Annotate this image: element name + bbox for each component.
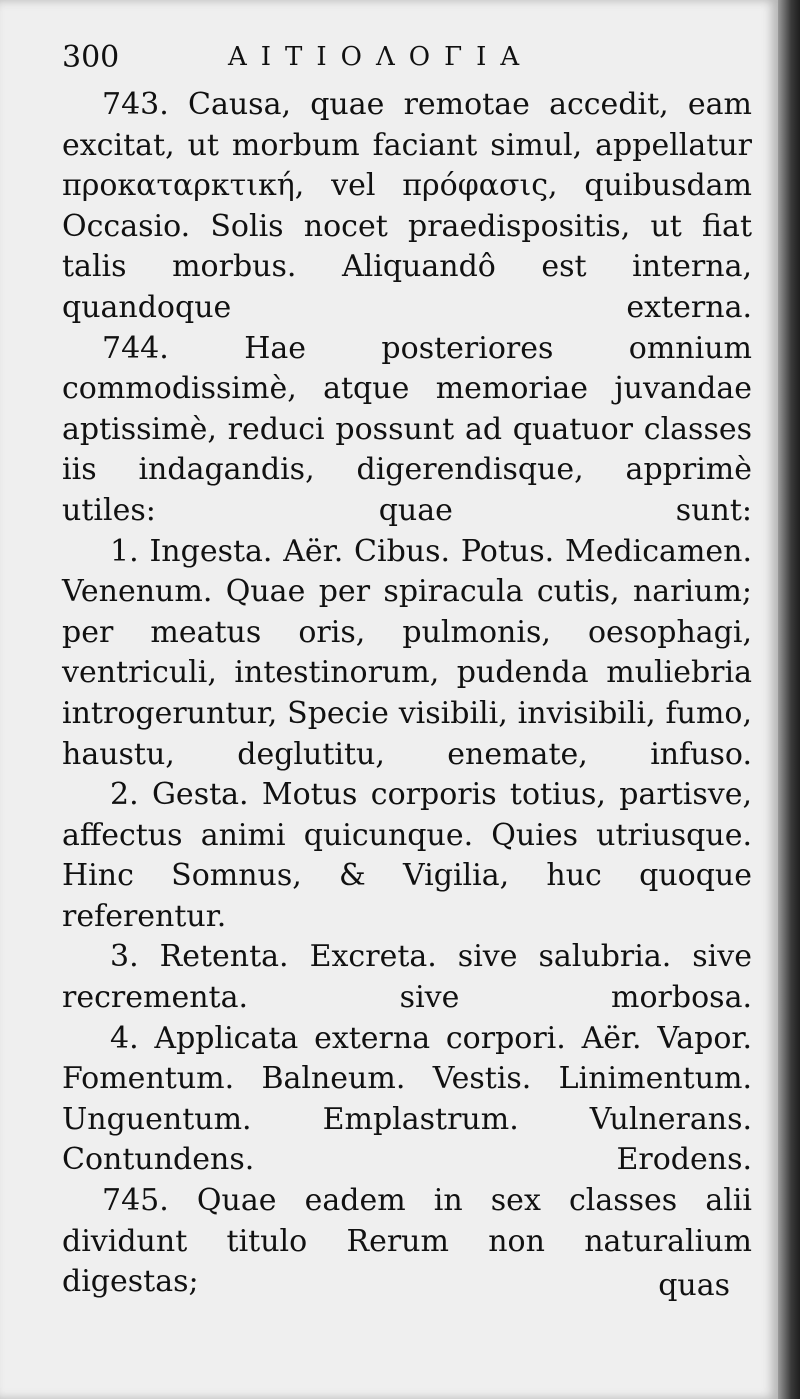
item-number: 2.	[110, 777, 139, 813]
body-text	[62, 85, 752, 1303]
paragraph-text: Hae posteriores omnium commodissimè, atque memoriae juvandae aptissimè, reduci possunt ad quatuor classes iis indagandis, digerendisque, apprimè utiles: quae sunt:	[62, 330, 752, 528]
class-item-2	[62, 775, 752, 937]
item-text: Retenta. Excreta. sive salubria. sive recrementa. sive morbosa.	[62, 939, 752, 1016]
paragraph-745	[62, 1181, 752, 1303]
paragraph-744	[62, 329, 752, 532]
page-edge-shadow	[778, 0, 800, 1399]
section-number: 743.	[102, 87, 169, 122]
page-number: 300	[62, 40, 120, 75]
running-title: ΑΙΤΙΟΛΟΓΙΑ	[228, 42, 534, 72]
class-item-1	[62, 532, 752, 776]
section-number: 744.	[102, 330, 169, 366]
paragraph-743	[62, 85, 752, 329]
catchword: quas	[658, 1268, 730, 1303]
class-item-4	[62, 1019, 752, 1181]
item-number: 3.	[110, 939, 139, 975]
paragraph-text: Causa, quae remotae accedit, eam excitat, ut morbum faciant simul, appellatur προκαταρκτική, vel πρόφασις, quibusdam Occasio. Solis nocet praedispositis, ut fiat talis morbus. Aliquandô est interna, quandoque externa.	[62, 87, 752, 325]
item-text: Applicata externa corpori. Aër. Vapor. Fomentum. Balneum. Vestis. Linimentum. Unguentum. Emplastrum. Vulnerans. Contundens. Erodens.	[62, 1020, 752, 1178]
item-text: Ingesta. Aër. Cibus. Potus. Medicamen. Venenum. Quae per spiracula cutis, narium; per meatus oris, pulmonis, oesophagi, ventriculi, intestinorum, pudenda muliebria introgeruntur, Specie visibili, invisibili, fumo, haustu, deglutitu, enemate, infuso.	[62, 533, 752, 772]
class-item-3	[62, 937, 752, 1018]
item-number: 1.	[110, 533, 139, 569]
section-number: 745.	[102, 1183, 169, 1219]
item-number: 4.	[110, 1020, 139, 1056]
page-header	[62, 40, 752, 80]
item-text: Gesta. Motus corporis totius, partisve, affectus animi quicunque. Quies utriusque. Hinc Somnus, & Vigilia, huc quoque referentur.	[62, 777, 752, 934]
paragraph-text: Quae eadem in sex classes alii dividunt titulo Rerum non naturalium digestas;	[62, 1183, 752, 1300]
